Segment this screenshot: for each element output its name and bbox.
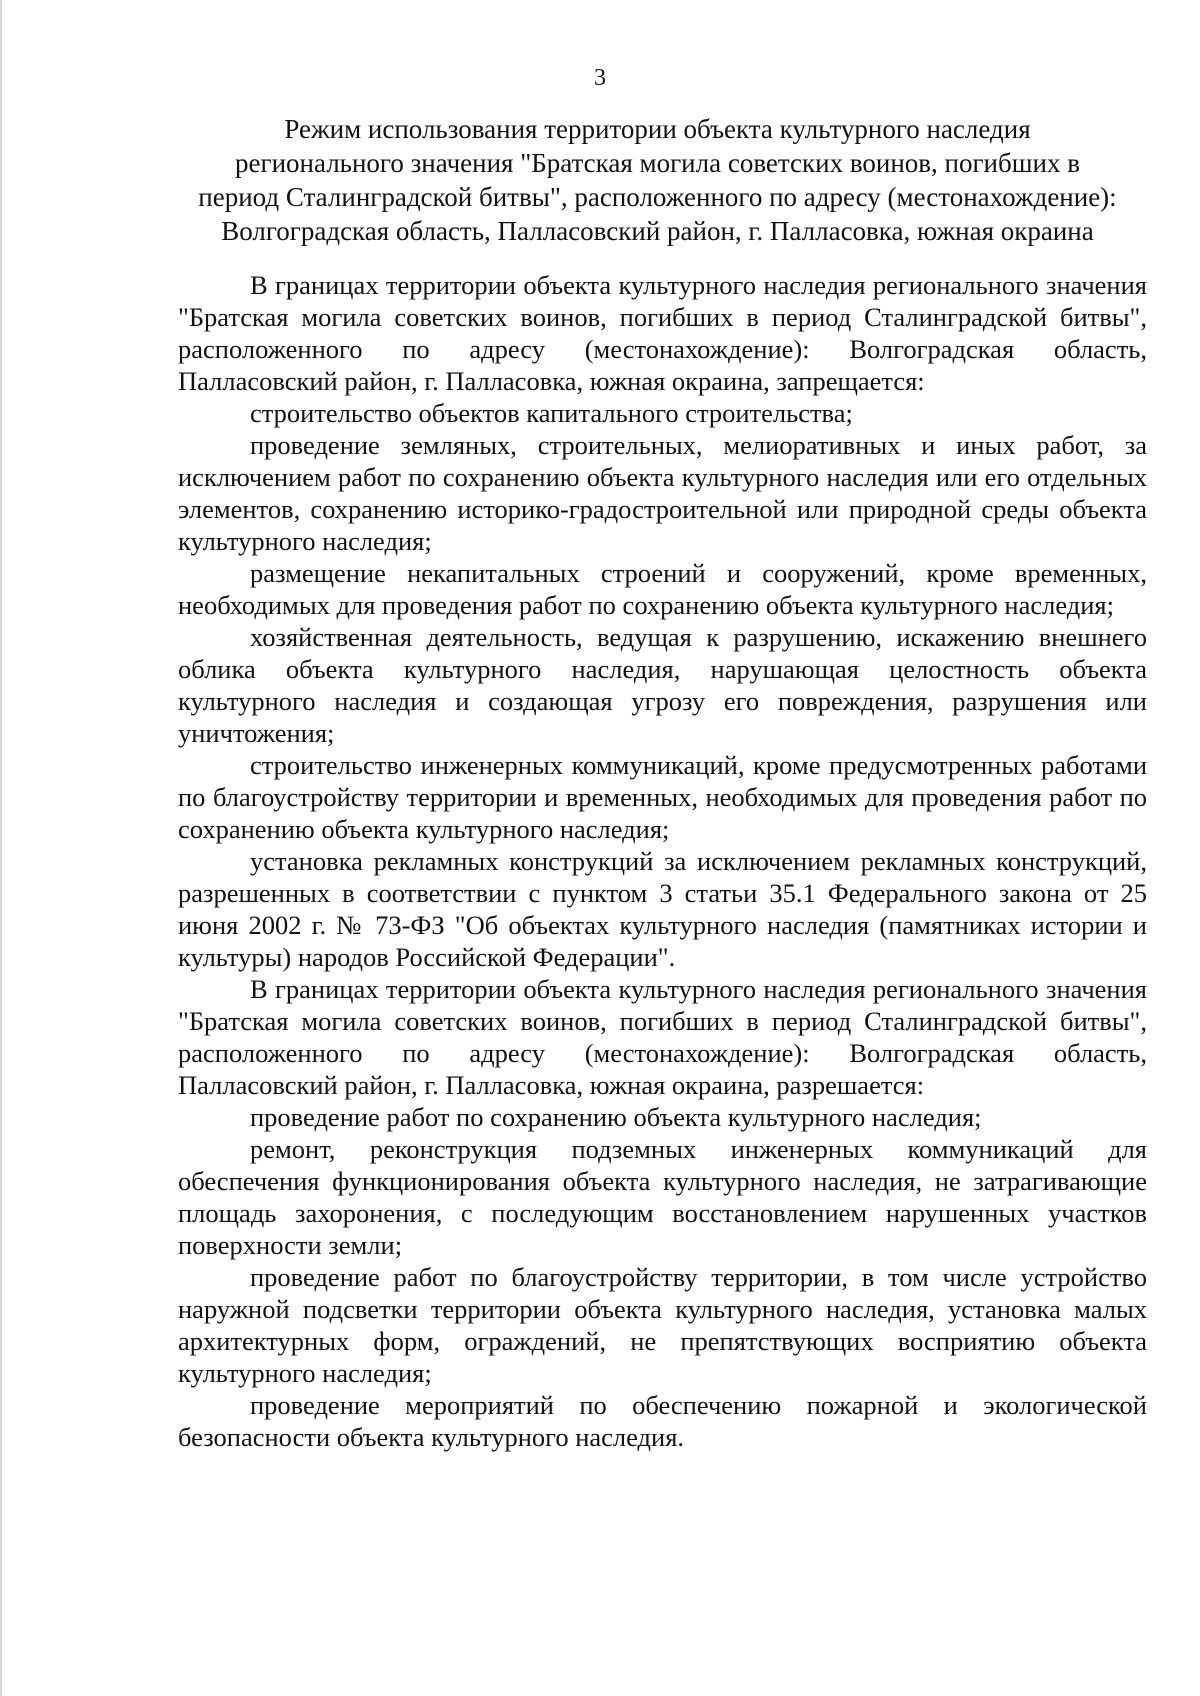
paragraph-item: ремонт, реконструкция подземных инженерных коммуникаций для обеспечения функционирования объекта культурного наследия, не затрагивающие площадь захоронения, с последующим восстановлением нарушенных участков поверхности земли; (178, 1134, 1147, 1260)
page-number: 3 (594, 65, 606, 91)
paragraph-item: хозяйственная деятельность, ведущая к разрушению, искажению внешнего облика объекта культурного наследия, нарушающая целостность объекта культурного наследия и создающая угрозу его повреждения, разрушения или уничтожения; (178, 622, 1147, 748)
paragraph-item: проведение мероприятий по обеспечению пожарной и экологической безопасности объекта культурного наследия. (178, 1390, 1147, 1452)
paragraph-item: проведение работ по благоустройству территории, в том числе устройство наружной подсветки территории объекта культурного наследия, установка малых архитектурных форм, ограждений, не препятствующих восприятию объекта культурного наследия; (178, 1262, 1147, 1388)
title-line: Режим использования территории объекта культурного наследия (284, 114, 1031, 144)
paragraph-item: строительство инженерных коммуникаций, кроме предусмотренных работами по благоустройству территории и временных, необходимых для проведения работ по сохранению объекта культурного наследия; (178, 750, 1147, 844)
paragraph-item: установка рекламных конструкций за исключением рекламных конструкций, разрешенных в соответствии с пунктом 3 статьи 35.1 Федерального закона от 25 июня 2002 г. № 73-ФЗ "Об объектах культурного наследия (памятниках истории и культуры) народов Российской Федерации". (178, 846, 1147, 972)
paragraph-item: строительство объектов капитального строительства; (250, 398, 853, 428)
document-body (178, 269, 1147, 1453)
paragraph-item: размещение некапитальных строений и сооружений, кроме временных, необходимых для проведения работ по сохранению объекта культурного наследия; (178, 558, 1147, 620)
paragraph-prohibitions-intro: В границах территории объекта культурного наследия регионального значения "Братская могила советских воинов, погибших в период Сталинградской битвы", расположенного по адресу (местонахождение): Волгоградская область, Палласовский район, г. Палласовка, южная окраина, запрещается: (178, 270, 1147, 396)
title-line: регионального значения "Братская могила советских воинов, погибших в (235, 148, 1080, 178)
scan-edge (0, 0, 2, 1696)
paragraph-item: проведение земляных, строительных, мелиоративных и иных работ, за исключением работ по сохранению объекта культурного наследия или его отдельных элементов, сохранению историко-градостроительной или природной среды объекта культурного наследия; (178, 430, 1147, 556)
document-title (170, 112, 1145, 248)
paragraph-item: проведение работ по сохранению объекта культурного наследия; (250, 1102, 982, 1132)
title-line: период Сталинградской битвы", расположенного по адресу (местонахождение): (198, 182, 1117, 212)
title-line: Волгоградская область, Палласовский район, г. Палласовка, южная окраина (221, 216, 1094, 246)
paragraph-permissions-intro: В границах территории объекта культурного наследия регионального значения "Братская могила советских воинов, погибших в период Сталинградской битвы", расположенного по адресу (местонахождение): Волгоградская область, Палласовский район, г. Палласовка, южная окраина, разрешается: (178, 974, 1147, 1100)
